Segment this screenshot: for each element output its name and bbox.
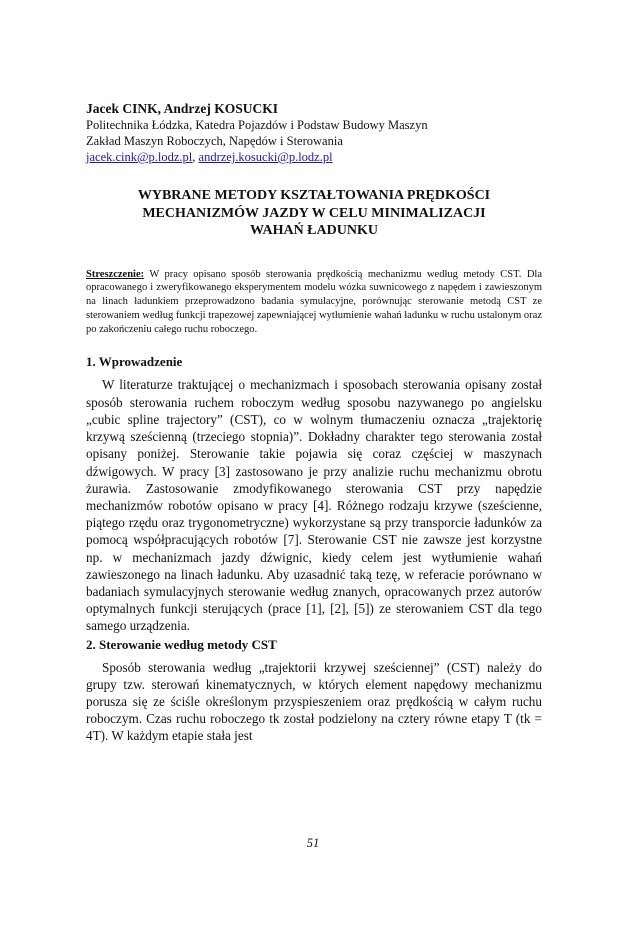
affiliation-university: Politechnika Łódzka, Katedra Pojazdów i Podstaw Budowy Maszyn (86, 118, 428, 132)
abstract (86, 268, 542, 337)
section-2-heading: 2. Sterowanie według metody CST (86, 636, 277, 652)
affiliation-department: Zakład Maszyn Roboczych, Napędów i Sterowania (86, 134, 343, 148)
title-line-1: WYBRANE METODY KSZTAŁTOWANIA PRĘDKOŚCI (137, 188, 491, 203)
page-number: 51 (306, 836, 320, 850)
section-1-heading: 1. Wprowadzenie (86, 354, 183, 370)
title-line-2: MECHANIZMÓW JAZDY W CELU MINIMALIZACJI (142, 205, 486, 221)
abstract-label: Streszczenie: (86, 268, 145, 280)
email-link-cink[interactable]: jacek.cink@p.lodz.pl (86, 150, 193, 164)
author-emails (86, 149, 542, 165)
paper-title (86, 187, 542, 240)
section-2-paragraph: Sposób sterowania według „trajektorii krzywej sześciennej” (CST) należy do grupy tzw. sterowań kinematycznych, w których element napędowy mechanizmu porusza się ze ściśle określonym przyspieszeniem oraz prędkością w całym ruchu roboczym. Czas ruchu roboczego tk został podzielony na cztery równe etapy T (tk = 4T). W każdym etapie stała jest (86, 659, 542, 744)
email-separator: , (192, 150, 199, 164)
abstract-text: W pracy opisano sposób sterowania prędkością mechanizmu według metody CST. Dla opracowanego i zweryfikowanego eksperymentem modelu wózka suwnicowego z napędem i zawieszonym na linach ładunkiem przeprowadzono badania symulacyjne, porównując sterowanie metodą CST ze sterowaniem według funkcji trapezowej zapewniającej wytłumienie wahań ładunku w ruchu ustalonym oraz po zakończeniu całego ruchu roboczego. (86, 268, 542, 335)
paper-page (86, 100, 542, 745)
authors: Jacek CINK, Andrzej KOSUCKI (86, 101, 278, 116)
section-1-paragraph: W literaturze traktującej o mechanizmach i sposobach sterowania opisany został sposób sterowania ruchem roboczym według sposobu nazywanego po angielsku „cubic spline trajectory” (CST), co w wolnym tłumaczeniu oznacza „trajektorię krzywą sześcienną (trzeciego stopnia)”. Dokładny charakter tego sterowania został opisany poniżej. Sterowanie takie pojawia się coraz częściej w maszynach dźwigowych. W pracy [3] zastosowano je przy analizie ruchu mechanizmu obrotu żurawia. Zastosowanie zmodyfikowanego sterowania CST przy napędzie mechanizmów robotów opisano w pracy [4]. Różnego rodzaju krzywe (sześcienne, piątego rzędu oraz trygonometryczne) wykorzystane są przy transporcie ładunków za pomocą współpracujących robotów [7]. Sterowanie CST nie zawsze jest korzystne np. w mechanizmach jazdy dźwignic, kiedy celem jest wytłumienie wahań zawieszonego na linach ładunku. Aby uzasadnić taką tezę, w referacie porównano w badaniach symulacyjnych sterowanie według znanych, opracowanych przez autorów optymalnych funkcji sterujących (prace [1], [2], [5]) ze sterowaniem CST dla tego samego urządzenia. (86, 377, 542, 634)
email-link-kosucki[interactable]: andrzej.kosucki@p.lodz.pl (198, 150, 333, 164)
title-line-3: WAHAŃ ŁADUNKU (250, 223, 378, 238)
